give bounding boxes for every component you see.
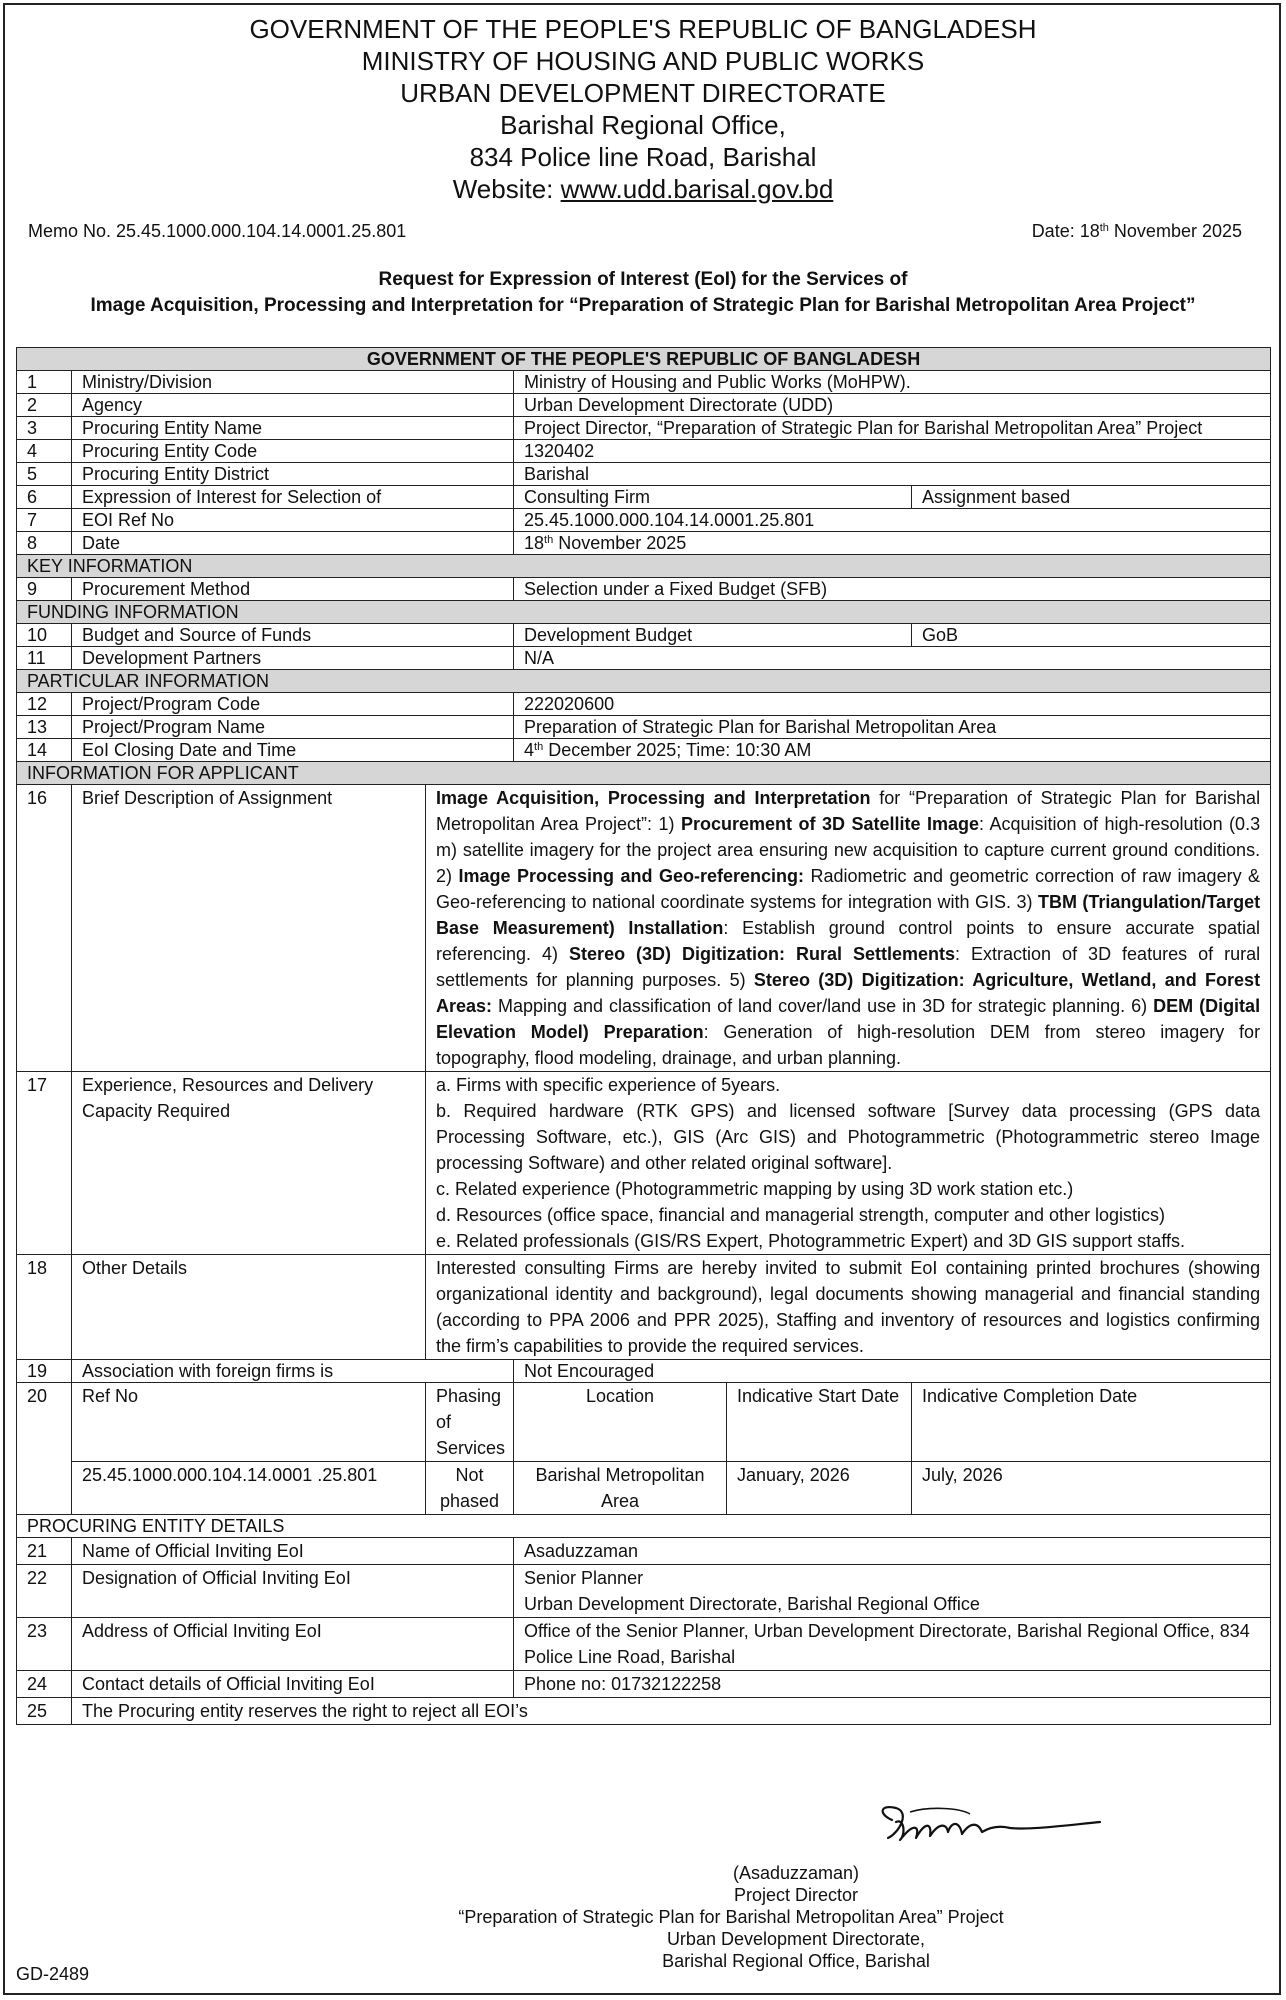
other-details: Interested consulting Firms are hereby invited to submit EoI containing printed brochures (showing organizational identity and background), legal documents showing managerial and financial standing (according to PPA 2006 and PPR 2025), Staffing and inventory of resources and logistics confirming the firm’s capabilities to provide the required services. bbox=[426, 1255, 1271, 1360]
table-row: 18 Other Details Interested consulting Firms are hereby invited to submit EoI containing printed brochures (showing organizational identity and background), legal documents showing managerial and financial standing (according to PPA 2006 and PPR 2025), Staffing and inventory of resources and logistics confirming the firm’s capabilities to provide the required services. bbox=[17, 1255, 1271, 1360]
section-row bbox=[17, 762, 1271, 785]
table-heading: GOVERNMENT OF THE PEOPLE'S REPUBLIC OF BANGLADESH bbox=[17, 348, 1271, 371]
signer-org: Urban Development Directorate, bbox=[666, 1929, 926, 1949]
letterhead-line-4: Barishal Regional Office, bbox=[500, 110, 786, 140]
table-row: 6 Expression of Interest for Selection of Consulting Firm Assignment based bbox=[17, 486, 1271, 509]
section-particular-information: PARTICULAR INFORMATION bbox=[17, 670, 1271, 693]
table-row: 5 Procuring Entity District Barishal bbox=[17, 463, 1271, 486]
table-row: 7 EOI Ref No 25.45.1000.000.104.14.0001.25.801 bbox=[17, 509, 1271, 532]
section-information-for-applicant: INFORMATION FOR APPLICANT bbox=[17, 762, 1271, 785]
signature-mark bbox=[870, 1792, 1110, 1862]
table-row: 17 Experience, Resources and Delivery Capacity Required a. Firms with specific experience of 5years. b. Required hardware (RTK GPS) and licensed software [Survey data processing (GPS data Processing Software, etc.), GIS (Arc GIS) and Photogrammetric (Photogrammetric stereo Image processing Software) and other related original software]. c. Related experience (Photogrammetric mapping by using 3D work station etc.) d. Resources (office space, financial and managerial strength, computer and other logistics) e. Related professionals (GIS/RS Expert, Photogrammetric Expert) and 3D GIS support staffs. bbox=[17, 1072, 1271, 1255]
table-row: 12 Project/Program Code 222020600 bbox=[17, 693, 1271, 716]
table-row: 2 Agency Urban Development Directorate (UDD) bbox=[17, 394, 1271, 417]
table-row: 11 Development Partners N/A bbox=[17, 647, 1271, 670]
table-row: 1 Ministry/Division Ministry of Housing and Public Works (MoHPW). bbox=[17, 371, 1271, 394]
memo-date: Date: 18th November 2025 bbox=[1031, 221, 1242, 241]
section-funding-information: FUNDING INFORMATION bbox=[17, 601, 1271, 624]
section-row bbox=[17, 1515, 1271, 1538]
table-row: 16 Brief Description of Assignment Image Acquisition, Processing and Interpretation for “Preparation of Strategic Plan for Barishal Metropolitan Area Project”: 1) Procurement of 3D Satellite Image: Acquisition of high-resolution (0.3 m) satellite imagery for the project area ensuring new acquisition to capture current ground conditions. 2) Image Processing and Geo-referencing: Radiometric and geometric correction of raw imagery & Geo-referencing to national coordinate systems for integration with GIS. 3) TBM (Triangulation/Target Base Measurement) Installation: Establish ground control points to ensure accurate spatial referencing. 4) Stereo (3D) Digitization: Rural Settlements: Extraction of 3D features of rural settlements for planning purposes. 5) Stereo (3D) Digitization: Agriculture, Wetland, and Forest Areas: Mapping and classification of land cover/land use in 3D for strategic planning. 6) DEM (Digital Elevation Model) Preparation: Generation of high-resolution DEM from stereo imagery for topography, flood modeling, drainage, and urban planning. bbox=[17, 785, 1271, 1072]
section-row bbox=[17, 670, 1271, 693]
letterhead-line-2: MINISTRY OF HOUSING AND PUBLIC WORKS bbox=[361, 46, 925, 76]
table-row: 14 EoI Closing Date and Time 4th December 2025; Time: 10:30 AM bbox=[17, 739, 1271, 762]
signer-title: Project Director bbox=[733, 1885, 859, 1905]
table-row: 19 Association with foreign firms is Not Encouraged bbox=[17, 1360, 1271, 1383]
section-key-information: KEY INFORMATION bbox=[17, 555, 1271, 578]
table-row: 22 Designation of Official Inviting EoI Senior Planner Urban Development Directorate, Barishal Regional Office bbox=[17, 1565, 1271, 1618]
signer-name: (Asaduzzaman) bbox=[732, 1863, 860, 1883]
signature-block bbox=[416, 1862, 1176, 1972]
table-row: 10 Budget and Source of Funds Development Budget GoB bbox=[17, 624, 1271, 647]
table-row: 25.45.1000.000.104.14.0001 .25.801 Not phased Barishal Metropolitan Area January, 2026 July, 2026 bbox=[17, 1462, 1271, 1515]
website-label: Website: bbox=[452, 174, 561, 204]
table-row: 25 The Procuring entity reserves the right to reject all EOI’s bbox=[17, 1698, 1271, 1725]
table-row: 23 Address of Official Inviting EoI Office of the Senior Planner, Urban Development Directorate, Barishal Regional Office, 834 Police Line Road, Barishal bbox=[17, 1618, 1271, 1671]
table-row: 24 Contact details of Official Inviting EoI Phone no: 01732122258 bbox=[17, 1671, 1271, 1698]
table-row: 21 Name of Official Inviting EoI Asaduzzaman bbox=[17, 1538, 1271, 1565]
section-procuring-entity-details: PROCURING ENTITY DETAILS bbox=[17, 1515, 1271, 1538]
assignment-description: Image Acquisition, Processing and Interpretation for “Preparation of Strategic Plan for Barishal Metropolitan Area Project”: 1) Procurement of 3D Satellite Image: Acquisition of high-resolution (0.3 m) satellite imagery for the project area ensuring new acquisition to capture current ground conditions. 2) Image Processing and Geo-referencing: Radiometric and geometric correction of raw imagery & Geo-referencing to national coordinate systems for integration with GIS. 3) TBM (Triangulation/Target Base Measurement) Installation: Establish ground control points to ensure accurate spatial referencing. 4) Stereo (3D) Digitization: Rural Settlements: Extraction of 3D features of rural settlements for planning purposes. 5) Stereo (3D) Digitization: Agriculture, Wetland, and Forest Areas: Mapping and classification of land cover/land use in 3D for strategic planning. 6) DEM (Digital Elevation Model) Preparation: Generation of high-resolution DEM from stereo imagery for topography, flood modeling, drainage, and urban planning. bbox=[426, 785, 1271, 1072]
table-row: 4 Procuring Entity Code 1320402 bbox=[17, 440, 1271, 463]
website-link[interactable]: www.udd.barisal.gov.bd bbox=[560, 174, 834, 204]
table-row: 8 Date 18th November 2025 bbox=[17, 532, 1271, 555]
table-heading-row bbox=[17, 348, 1271, 371]
table-row: 13 Project/Program Name Preparation of Strategic Plan for Barishal Metropolitan Area bbox=[17, 716, 1271, 739]
table-row: 20 Ref No Phasing of Services Location Indicative Start Date Indicative Completion Date bbox=[17, 1383, 1271, 1462]
eoi-table bbox=[16, 347, 1271, 1725]
letterhead-line-5: 834 Police line Road, Barishal bbox=[469, 142, 817, 172]
notice-title-line-1: Request for Expression of Interest (EoI) for the Services of bbox=[378, 269, 908, 290]
experience-requirements: a. Firms with specific experience of 5years. b. Required hardware (RTK GPS) and licensed software [Survey data processing (GPS data Processing Software, etc.), GIS (Arc GIS) and Photogrammetric (Photogrammetric stereo Image processing Software) and other related original software]. c. Related experience (Photogrammetric mapping by using 3D work station etc.) d. Resources (office space, financial and managerial strength, computer and other logistics) e. Related professionals (GIS/RS Expert, Photogrammetric Expert) and 3D GIS support staffs. bbox=[426, 1072, 1271, 1255]
letterhead-line-1: GOVERNMENT OF THE PEOPLE'S REPUBLIC OF BANGLADESH bbox=[249, 14, 1037, 44]
table-row: 3 Procuring Entity Name Project Director, “Preparation of Strategic Plan for Barishal Metropolitan Area” Project bbox=[17, 417, 1271, 440]
memo-number: Memo No. 25.45.1000.000.104.14.0001.25.801 bbox=[28, 221, 407, 241]
table-row: 9 Procurement Method Selection under a Fixed Budget (SFB) bbox=[17, 578, 1271, 601]
section-row bbox=[17, 601, 1271, 624]
letterhead bbox=[0, 13, 1286, 205]
letterhead-line-3: URBAN DEVELOPMENT DIRECTORATE bbox=[400, 78, 886, 108]
signer-project: “Preparation of Strategic Plan for Barishal Metropolitan Area” Project bbox=[458, 1907, 1004, 1927]
notice-title bbox=[0, 267, 1286, 319]
website-line bbox=[0, 173, 1286, 205]
section-row bbox=[17, 555, 1271, 578]
notice-title-line-2: Image Acquisition, Processing and Interpretation for “Preparation of Strategic Plan for Barishal Metropolitan Area Project” bbox=[90, 295, 1196, 316]
publication-code: GD-2489 bbox=[16, 1964, 90, 1984]
signer-office: Barishal Regional Office, Barishal bbox=[662, 1951, 930, 1971]
